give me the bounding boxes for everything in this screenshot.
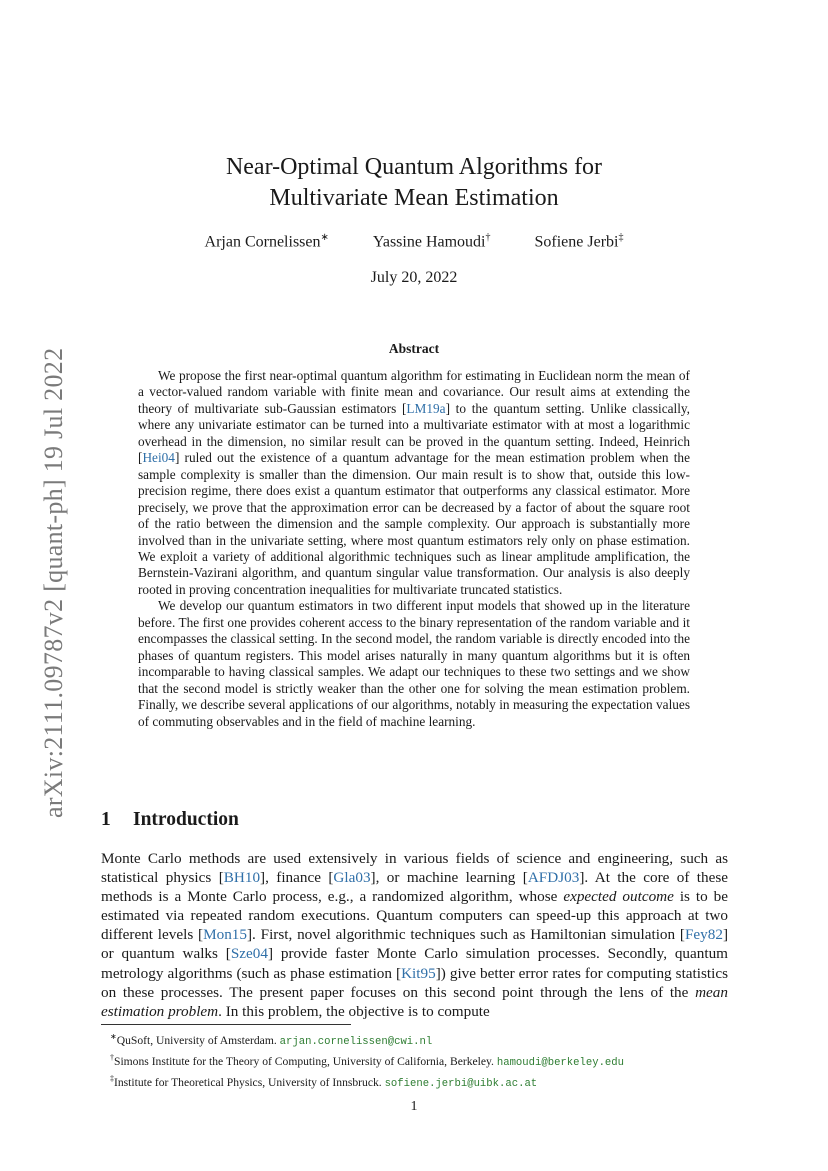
author-list [0, 232, 828, 251]
introduction-body [101, 849, 728, 1021]
citation-link[interactable]: Fey82 [684, 926, 723, 944]
abstract-body [138, 368, 690, 730]
publication-date: July 20, 2022 [370, 269, 458, 286]
email-link[interactable]: arjan.cornelissen@cwi.nl [279, 1035, 433, 1048]
citation-link[interactable]: Kit95 [401, 964, 436, 982]
footnote: ∗QuSoft, University of Amsterdam. arjan.cornelissen@cwi.nl [110, 1032, 433, 1048]
citation-link[interactable]: Hei04 [142, 450, 175, 466]
author: Sofiene Jerbi‡ [534, 232, 624, 251]
email-link[interactable]: sofiene.jerbi@uibk.ac.at [384, 1077, 538, 1090]
title-line-1: Near-Optimal Quantum Algorithms for [225, 154, 603, 180]
section-heading [101, 809, 239, 831]
footnotes [110, 1029, 624, 1092]
author: Arjan Cornelissen∗ [204, 232, 329, 251]
citation-link[interactable]: LM19a [406, 400, 446, 416]
footnote-mark[interactable]: † [485, 232, 491, 243]
footnote: ‡Institute for Theoretical Physics, University of Innsbruck. sofiene.jerbi@uibk.ac.at [110, 1073, 538, 1090]
abstract-paragraph-1: We propose the first near-optimal quantum algorithm for estimating in Euclidean norm the mean of a vector-valued random variable with finite mean and covariance. Our result aims at extending the theory of multivariate sub-Gaussian estimators [LM19a] to the quantum setting. Unlike classically, where any univariate estimator can be turned into a multivariate estimator with at most a logarithmic overhead in the dimension, no similar result can be proved in the quantum setting. Indeed, Heinrich [Hei04] ruled out the existence of a quantum advantage for the mean estimation problem when the sample complexity is smaller than the dimension. Our main result is to show that, outside this low-precision regime, there does exist a quantum estimator that outperforms any classical estimator. More precisely, we prove that the approximation error can be decreased by a factor of about the square root of the ratio between the dimension and the sample complexity. Our approach is substantially more involved than in the univariate setting, where most quantum estimators rely only on phase estimation. We exploit a variety of additional algorithmic techniques such as linear amplitude amplification, the Bernstein-Vazirani algorithm, and quantum singular value transformation. Our analysis is also deeply rooted in proving concentration inequalities for multivariate truncated statistics. [138, 368, 691, 597]
citation-link[interactable]: Gla03 [333, 869, 371, 887]
paper-title [0, 152, 828, 214]
abstract-paragraph-2: We develop our quantum estimators in two different input models that showed up in the literature before. The first one provides coherent access to the binary representation of the random variable and it encompasses the classical setting. In the second model, the random variable is directly encoded into the phases of quantum registers. This model arises naturally in many quantum algorithms but it is often incomparable to having classical samples. We adapt our techniques to these two settings and we show that the second model is strictly weaker than the other one for solving the mean estimation problem. Finally, we describe several applications of our algorithms, notably in measuring the expectation values of commuting observables and in the field of machine learning. [138, 598, 690, 729]
email-link[interactable]: hamoudi@berkeley.edu [496, 1056, 625, 1069]
footnote-divider [101, 1024, 351, 1025]
citation-link[interactable]: BH10 [223, 869, 261, 887]
abstract-heading: Abstract [388, 341, 440, 356]
footnote: †Simons Institute for the Theory of Computing, University of California, Berkeley. hamoudi@berkeley.edu [110, 1052, 625, 1069]
arxiv-identifier: arXiv:2111.09787v2 [quant-ph] 19 Jul 2022 [39, 347, 68, 818]
title-line-2: Multivariate Mean Estimation [269, 185, 559, 211]
footnote-mark[interactable]: ‡ [618, 232, 624, 243]
footnote-mark[interactable]: ∗ [320, 232, 329, 243]
citation-link[interactable]: Mon15 [203, 926, 247, 944]
section-number: 1 [101, 809, 111, 830]
citation-link[interactable]: AFDJ03 [527, 869, 580, 887]
page-number: 1 [410, 1099, 418, 1114]
intro-paragraph: Monte Carlo methods are used extensively in various fields of science and engineering, such as statistical physics [BH10], finance [Gla03], or machine learning [AFDJ03]. At the core of these methods is a Monte Carlo process, e.g., a randomized algorithm, whose expected outcome is to be estimated via repeated random executions. Quantum computers can speed-up this approach at two different levels [Mon15]. First, novel algorithmic techniques such as Hamiltonian simulation [Fey82] or quantum walks [Sze04] provide faster Monte Carlo simulation processes. Secondly, quantum metrology algorithms (such as phase estimation [Kit95]) give better error rates for computing statistics on these processes. The present paper focuses on this second point through the lens of the mean estimation problem. In this problem, the objective is to compute [101, 850, 729, 1020]
author: Yassine Hamoudi† [372, 232, 491, 251]
section-title: Introduction [133, 809, 239, 830]
citation-link[interactable]: Sze04 [230, 945, 268, 963]
